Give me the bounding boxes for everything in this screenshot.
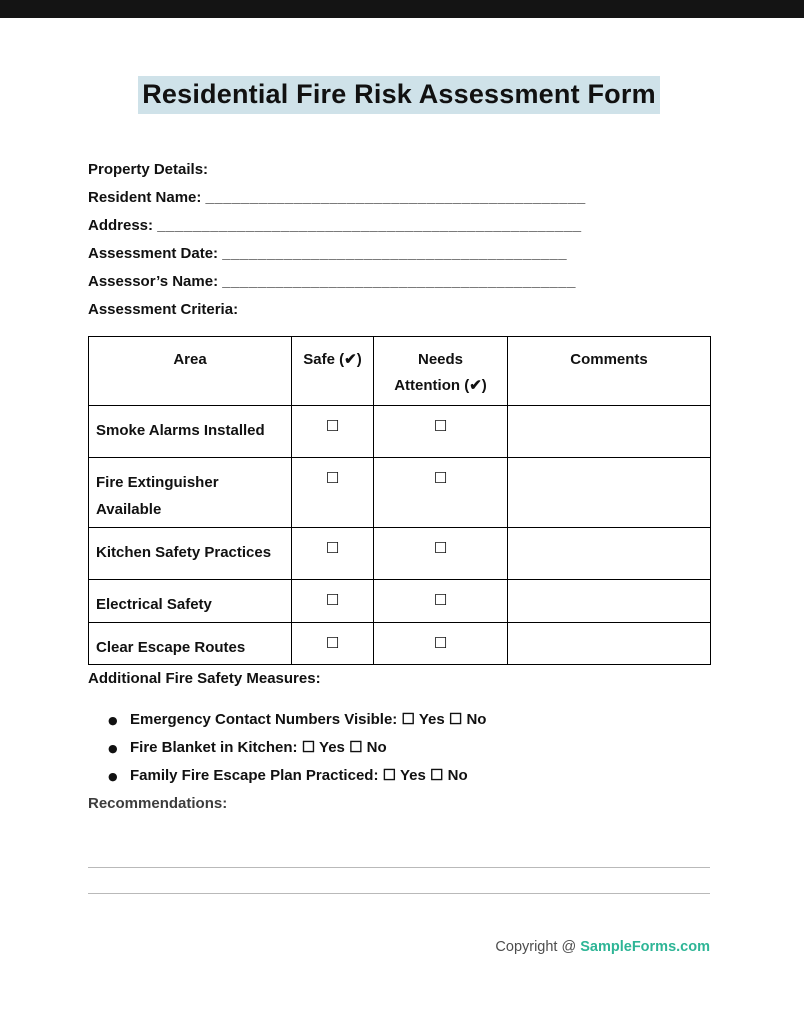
- footer: [88, 939, 710, 955]
- needs-attention-checkbox[interactable]: ☐: [374, 528, 508, 580]
- address-blank[interactable]: ________________________________________________: [157, 217, 582, 234]
- yes-no-checkboxes[interactable]: ☐ Yes ☐ No: [397, 711, 487, 728]
- list-item-escape-plan: [108, 762, 710, 790]
- assessment-date-label: Assessment Date:: [88, 245, 219, 262]
- comments-cell[interactable]: [508, 580, 711, 623]
- measure-label: Fire Blanket in Kitchen:: [130, 739, 298, 756]
- needs-attention-checkbox[interactable]: ☐: [374, 458, 508, 528]
- table-header-row: [89, 337, 711, 406]
- header-area: Area: [89, 337, 292, 406]
- needs-attention-checkbox[interactable]: ☐: [374, 580, 508, 623]
- table-row-kitchen-safety: [89, 528, 711, 580]
- safe-checkbox[interactable]: ☐: [292, 580, 374, 623]
- field-row-address: [88, 212, 710, 240]
- header-safe: Safe (✔): [292, 337, 374, 406]
- needs-attention-checkbox[interactable]: ☐: [374, 406, 508, 458]
- sampleforms-link[interactable]: SampleForms.com: [580, 939, 710, 955]
- area-cell: Smoke Alarms Installed: [89, 406, 292, 458]
- resident-name-label: Resident Name:: [88, 189, 202, 206]
- area-cell: Clear Escape Routes: [89, 623, 292, 665]
- resident-name-blank[interactable]: ___________________________________________: [205, 189, 586, 206]
- measure-label: Family Fire Escape Plan Practiced:: [130, 767, 379, 784]
- list-item-emergency-contacts: [108, 706, 710, 734]
- table-row-fire-extinguisher: [89, 458, 711, 528]
- comments-cell[interactable]: [508, 458, 711, 528]
- field-row-resident-name: [88, 184, 710, 212]
- assessor-name-blank[interactable]: ________________________________________: [222, 273, 576, 290]
- bullet-icon: ●: [108, 742, 118, 755]
- table-row-electrical-safety: [89, 580, 711, 623]
- area-cell: Kitchen Safety Practices: [89, 528, 292, 580]
- assessor-name-label: Assessor’s Name:: [88, 273, 219, 290]
- bullet-icon: ●: [108, 770, 118, 783]
- top-bar: [0, 0, 804, 18]
- safe-checkbox[interactable]: ☐: [292, 623, 374, 665]
- needs-attention-checkbox[interactable]: ☐: [374, 623, 508, 665]
- table-row-escape-routes: [89, 623, 711, 665]
- address-label: Address:: [88, 217, 154, 234]
- field-row-assessment-date: [88, 240, 710, 268]
- yes-no-checkboxes[interactable]: ☐ Yes ☐ No: [297, 739, 387, 756]
- additional-measures-list: [88, 706, 710, 790]
- property-details-section: [88, 156, 710, 296]
- yes-no-checkboxes[interactable]: ☐ Yes ☐ No: [378, 767, 468, 784]
- comments-cell[interactable]: [508, 406, 711, 458]
- document-body: [0, 76, 804, 955]
- header-comments: Comments: [508, 337, 711, 406]
- safe-checkbox[interactable]: ☐: [292, 458, 374, 528]
- additional-measures-heading: Additional Fire Safety Measures:: [88, 670, 321, 687]
- assessment-criteria-heading: Assessment Criteria:: [88, 301, 239, 318]
- assessment-criteria-table: [88, 336, 711, 665]
- comments-cell[interactable]: [508, 623, 711, 665]
- assessment-date-blank[interactable]: _______________________________________: [222, 245, 568, 262]
- safe-checkbox[interactable]: ☐: [292, 406, 374, 458]
- recommendations-heading: Recommendations:: [88, 795, 228, 812]
- copyright-text: Copyright @: [495, 939, 577, 955]
- page-title: Residential Fire Risk Assessment Form: [138, 76, 660, 114]
- recommendations-write-line[interactable]: [88, 818, 710, 868]
- recommendations-write-line[interactable]: [88, 868, 710, 894]
- list-item-fire-blanket: [108, 734, 710, 762]
- bullet-icon: ●: [108, 714, 118, 727]
- property-details-heading: Property Details:: [88, 161, 209, 178]
- safe-checkbox[interactable]: ☐: [292, 528, 374, 580]
- area-cell: Electrical Safety: [89, 580, 292, 623]
- measure-label: Emergency Contact Numbers Visible:: [130, 711, 398, 728]
- header-needs-attention: Needs Attention (✔): [374, 337, 508, 406]
- field-row-assessor-name: [88, 268, 710, 296]
- comments-cell[interactable]: [508, 528, 711, 580]
- table-row-smoke-alarms: [89, 406, 711, 458]
- area-cell: Fire Extinguisher Available: [89, 458, 292, 528]
